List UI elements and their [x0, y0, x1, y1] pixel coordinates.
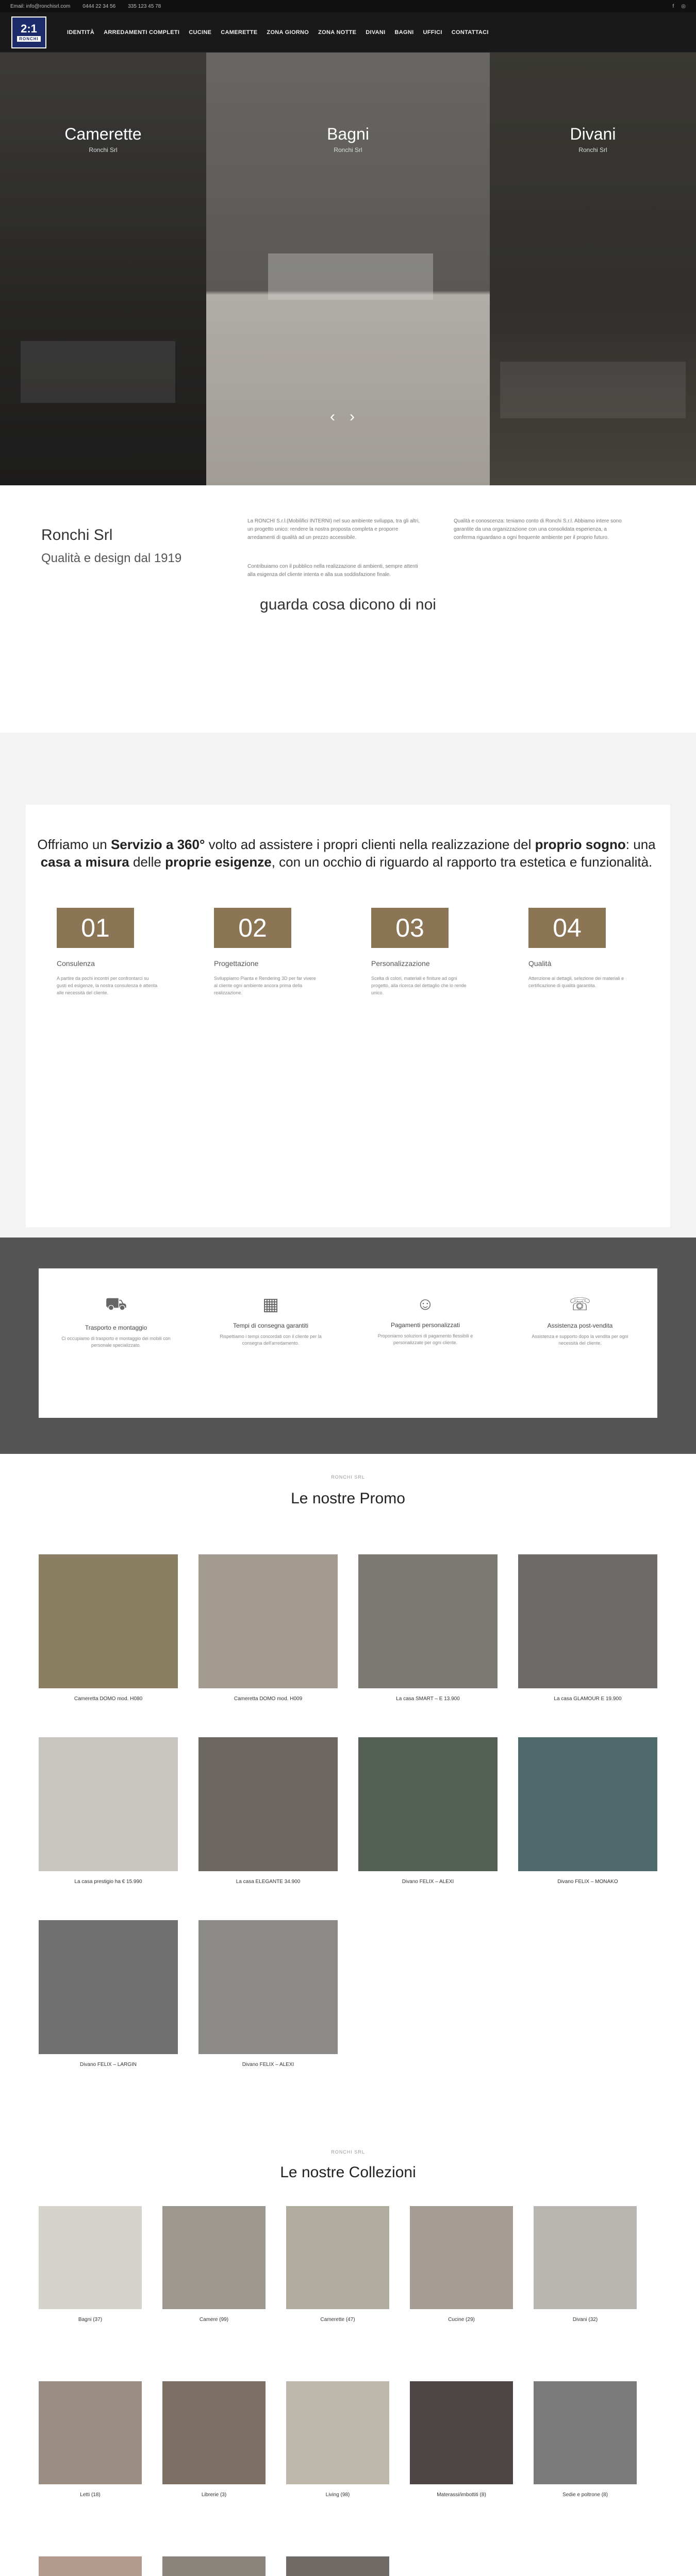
calendar-icon: ▦ [262, 1295, 279, 1314]
next-arrow-icon[interactable]: › [350, 408, 355, 425]
support-icon: ☏ [569, 1295, 591, 1314]
hero-slider [0, 53, 696, 485]
collection-image[interactable] [286, 2556, 389, 2576]
advantage-item: ☺ Pagamenti personalizzati Proponiamo soluzioni di pagamento flessibili e personalizzate per ogni cliente. [348, 1294, 503, 1346]
promo-image[interactable] [358, 1737, 498, 1871]
collection-caption[interactable]: Materassi/imbottiti (8) [437, 2492, 486, 2498]
promo-image[interactable] [518, 1554, 657, 1688]
nav-divani[interactable]: DIVANI [366, 29, 386, 36]
collection-image[interactable] [410, 2206, 513, 2309]
promo-caption[interactable]: La casa ELEGANTE 34.900 [236, 1879, 301, 1885]
promo-image[interactable] [198, 1737, 338, 1871]
advantage-item: ▦ Tempi di consegna garantiti Rispettiamo i tempi concordati con il cliente per la consegna dell'arredamento. [193, 1294, 348, 1347]
section-title: Le nostre Promo [291, 1490, 405, 1507]
collection-caption[interactable]: Librerie (3) [201, 2492, 227, 2498]
promo-image[interactable] [39, 1920, 178, 2054]
slide-subtitle: Ronchi Srl [578, 146, 607, 154]
advantages-section [0, 1238, 696, 1454]
collection-image[interactable] [162, 2556, 266, 2576]
social-links [672, 4, 686, 9]
company-tagline: Qualità e design dal 1919 [41, 551, 182, 565]
collection-caption[interactable]: Cucine (29) [448, 2317, 475, 2323]
prev-arrow-icon[interactable]: ‹ [330, 408, 335, 425]
nav-bagni[interactable]: BAGNI [394, 29, 414, 36]
collection-caption[interactable]: Living (98) [325, 2492, 350, 2498]
truck-icon: ⛟ [105, 1294, 127, 1314]
instagram-icon[interactable]: ◎ [681, 3, 686, 9]
promo-section [0, 1454, 696, 2149]
nav-uffici[interactable]: UFFICI [423, 29, 442, 36]
slider-arrows [330, 408, 355, 426]
promo-caption[interactable]: Divano FELIX – ALEXI [402, 1879, 454, 1885]
slide-subtitle: Ronchi Srl [89, 146, 118, 154]
topbar-phone1[interactable]: 0444 22 34 56 [82, 3, 116, 9]
step-text: Scelta di colori, materiali e finiture ad ogni progetto, alla ricerca del dettaglio che lo rende unico. [371, 976, 467, 995]
logo[interactable]: 2:1 RONCHI [11, 16, 46, 48]
intro-paragraph-3: Qualità e conoscenza: teniamo conto di Ronchi S.r.l. Abbiamo intere sono garantite da una organizzazione con una consolidata esperienza, a conferma riguardano a ogni frequente ambiente per il proprio futuro. [454, 518, 622, 540]
collections-section [0, 2149, 696, 2576]
nav-arredamenti[interactable]: ARREDAMENTI COMPLETI [104, 29, 180, 36]
nav-zona-giorno[interactable]: ZONA GIORNO [267, 29, 309, 36]
company-name: Ronchi Srl [41, 527, 113, 544]
collection-caption[interactable]: Letti (18) [80, 2492, 101, 2498]
collection-image[interactable] [286, 2206, 389, 2309]
user-icon: ☺ [416, 1294, 435, 1314]
slide-subtitle: Ronchi Srl [334, 146, 362, 154]
step-number: 01 [57, 908, 134, 948]
promo-caption[interactable]: Divano FELIX – LARGIN [79, 2062, 137, 2067]
collection-image[interactable] [534, 2206, 637, 2309]
collection-caption[interactable]: Bagni (37) [78, 2317, 103, 2323]
step-title: Consulenza [57, 959, 95, 968]
collection-image[interactable] [162, 2206, 266, 2309]
promo-image[interactable] [198, 1554, 338, 1688]
slide-camerette[interactable] [0, 53, 206, 485]
main-nav [67, 29, 489, 36]
section-label: RONCHI SRL [331, 1475, 365, 1480]
nav-cucine[interactable]: CUCINE [189, 29, 212, 36]
section-label: RONCHI SRL [331, 2149, 365, 2155]
promo-caption[interactable]: Cameretta DOMO mod. H009 [234, 1696, 303, 1702]
promo-image[interactable] [358, 1554, 498, 1688]
header [0, 12, 696, 53]
step-number: 03 [371, 908, 449, 948]
promo-image[interactable] [518, 1737, 657, 1871]
promo-caption[interactable]: La casa GLAMOUR E 19.900 [554, 1696, 622, 1702]
promo-caption[interactable]: Divano FELIX – ALEXI [242, 2062, 294, 2067]
collection-caption[interactable]: Camere (99) [199, 2317, 229, 2323]
collection-image[interactable] [39, 2556, 142, 2576]
collection-image[interactable] [534, 2381, 637, 2484]
nav-contattaci[interactable]: CONTATTACI [451, 29, 489, 36]
step-title: Qualità [528, 959, 552, 968]
promo-image[interactable] [39, 1737, 178, 1871]
slide-title: Bagni [327, 125, 369, 143]
promo-caption[interactable]: Cameretta DOMO mod. H080 [74, 1696, 143, 1702]
step-title: Progettazione [214, 959, 259, 968]
advantage-item: ⛟ Trasporto e montaggio Ci occupiamo di trasporto e montaggio dei mobili con personale specializzato. [39, 1294, 193, 1349]
promo-caption[interactable]: Divano FELIX – MONAKO [557, 1879, 618, 1885]
slide-title: Camerette [64, 125, 142, 143]
slide-title: Divani [570, 125, 616, 143]
step-text: Sviluppiamo Pianta e Rendering 3D per far vivere al cliente ogni ambiente ancora prima della realizzazione. [214, 976, 316, 995]
slide-divani[interactable] [490, 53, 696, 485]
step-number: 02 [214, 908, 291, 948]
collection-image[interactable] [410, 2381, 513, 2484]
step-number: 04 [528, 908, 606, 948]
promo-image[interactable] [198, 1920, 338, 2054]
reviews-title: guarda cosa dicono di noi [260, 596, 436, 613]
nav-camerette[interactable]: CAMERETTE [221, 29, 258, 36]
step-title: Personalizzazione [371, 959, 430, 968]
nav-identita[interactable]: IDENTITÀ [67, 29, 95, 36]
nav-zona-notte[interactable]: ZONA NOTTE [318, 29, 357, 36]
services-lead: Offriamo un Servizio a 360° volto ad assistere i propri clienti nella realizzazione del proprio sogno: una casa a misura delle proprie esigenze, con un occhio di riguardo al rapporto tra estetica e funzionalità. [37, 837, 656, 870]
topbar [0, 0, 696, 12]
step-text: A partire da pochi incontri per confrontarci su gusti ed esigenze, la nostra consulenza è attenta alle necessità del cliente. [57, 976, 158, 995]
collection-caption[interactable]: Sedie e poltrone (8) [562, 2492, 608, 2498]
collection-image[interactable] [286, 2381, 389, 2484]
collection-caption[interactable]: Divani (32) [572, 2317, 598, 2323]
promo-caption[interactable]: La casa SMART – E 13.900 [396, 1696, 460, 1702]
advantages-box [39, 1268, 657, 1418]
collection-image[interactable] [39, 2381, 142, 2484]
facebook-icon[interactable]: f [672, 3, 674, 9]
section-title: Le nostre Collezioni [280, 2164, 416, 2181]
advantage-item: ☏ Assistenza post-vendita Assistenza e supporto dopo la vendita per ogni necessità del cliente. [503, 1294, 657, 1347]
promo-image[interactable] [39, 1554, 178, 1688]
topbar-phone2[interactable]: 335 123 45 78 [128, 3, 161, 9]
intro-section [0, 485, 696, 733]
promo-caption[interactable]: La casa prestigio ha € 15.990 [74, 1879, 142, 1885]
services-section [0, 733, 696, 1238]
intro-paragraph-2: Contribuiamo con il pubblico nella realizzazione di ambienti, sempre attenti alla esigenza del cliente intenta e alla sua soddisfazione finale. [247, 564, 418, 578]
collection-caption[interactable]: Camerette (47) [320, 2317, 355, 2323]
collection-image[interactable] [39, 2206, 142, 2309]
collection-image[interactable] [162, 2381, 266, 2484]
step-text: Attenzione ai dettagli, selezione dei materiali e certificazione di qualità garantita. [528, 976, 624, 988]
intro-paragraph-1: La RONCHI S.r.l.(Mobilifici INTERNI) nel suo ambiente sviluppa, tra gli altri, un progetto unico: rendere la nostra proposta completa e proporre arredamenti di qualità ad un prezzo accessibile. [247, 518, 420, 540]
topbar-email[interactable]: Email: info@ronchisrl.com [10, 3, 71, 9]
